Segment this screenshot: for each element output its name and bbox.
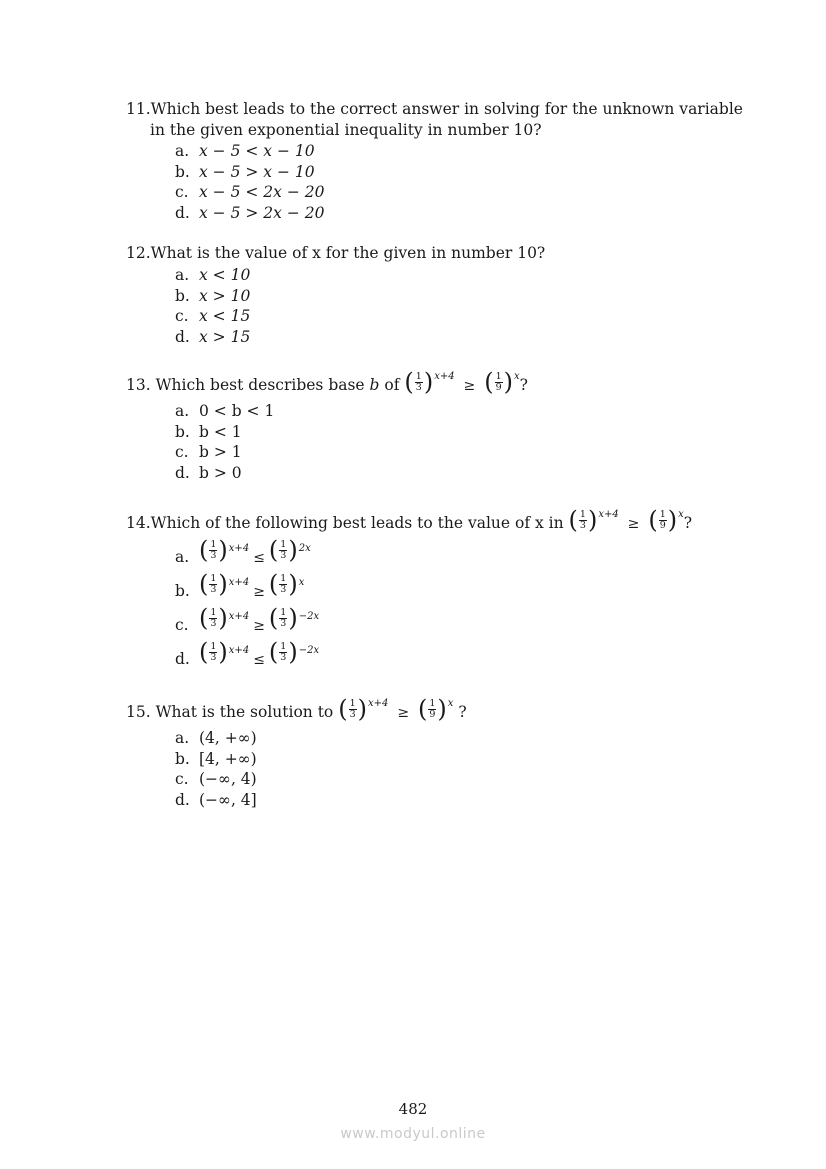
- question-13: 13. Which best describes base b of ( 1 3 ) x+4 ≥ ( 1 9 ) x ?: [126, 368, 528, 396]
- question-11: [126, 99, 743, 141]
- option-13b[interactable]: b. b < 1: [175, 422, 242, 441]
- question-11-options: [175, 141, 324, 223]
- question-14-options: [175, 536, 320, 676]
- option-15c[interactable]: c. (−∞, 4): [175, 770, 257, 789]
- option-14c[interactable]: c. ( 1 3 ) x+4 ≥ ( 1 3 ) −2x: [175, 604, 320, 634]
- option-11c[interactable]: c. x − 5 < 2x − 20: [175, 183, 325, 202]
- option-13a[interactable]: a. 0 < b < 1: [175, 402, 275, 420]
- option-12d[interactable]: d. x > 15: [175, 327, 251, 346]
- watermark: www.modyul.online: [340, 1126, 486, 1142]
- option-15b[interactable]: b. [4, +∞): [175, 749, 257, 768]
- option-14a[interactable]: a. ( 1 3 ) x+4 ≤ ( 1 3 ) 2x: [175, 536, 311, 566]
- question-12-options: [175, 265, 250, 347]
- option-11b[interactable]: b. x − 5 > x − 10: [175, 162, 315, 181]
- question-11-text-line1: 11.Which best leads to the correct answer in solving for the unknown variable: [126, 100, 743, 118]
- question-14: 14.Which of the following best leads to the value of x in ( 1 3 ) x+4 ≥ ( 1 9 ) x ?: [126, 506, 693, 534]
- question-12: [126, 243, 545, 264]
- option-11a[interactable]: a. x − 5 < x − 10: [175, 142, 315, 160]
- option-12c[interactable]: c. x < 15: [175, 307, 251, 326]
- question-13-options: [175, 401, 274, 483]
- option-15a[interactable]: a. (4, +∞): [175, 729, 257, 747]
- option-12b[interactable]: b. x > 10: [175, 286, 251, 305]
- power-expression: ( 1 3 ) x+4: [338, 695, 389, 723]
- power-expression: ( 1 9 ) x: [484, 368, 520, 396]
- question-15: 15. What is the solution to ( 1 3 ) x+4 ≥ ( 1 9 ) x ?: [126, 695, 467, 723]
- question-12-text: 12.What is the value of x for the given in number 10?: [126, 244, 546, 262]
- page-number: 482: [398, 1100, 428, 1118]
- option-14b[interactable]: b. ( 1 3 ) x+4 ≥ ( 1 3 ) x: [175, 570, 305, 600]
- option-12a[interactable]: a. x < 10: [175, 266, 251, 284]
- option-13c[interactable]: c. b > 1: [175, 443, 242, 462]
- power-expression: ( 1 3 ) x+4: [404, 368, 455, 396]
- option-13d[interactable]: d. b > 0: [175, 463, 242, 482]
- option-15d[interactable]: d. (−∞, 4]: [175, 790, 257, 809]
- option-11d[interactable]: d. x − 5 > 2x − 20: [175, 203, 325, 222]
- question-15-options: [175, 728, 257, 810]
- question-11-text-line2: in the given exponential inequality in number 10?: [150, 121, 542, 139]
- power-expression: ( 1 3 ) x+4: [568, 506, 619, 534]
- power-expression: ( 1 9 ) x: [417, 695, 454, 723]
- power-expression: ( 1 9 ) x: [648, 506, 684, 534]
- option-14d[interactable]: d. ( 1 3 ) x+4 ≤ ( 1 3 ) −2x: [175, 638, 320, 668]
